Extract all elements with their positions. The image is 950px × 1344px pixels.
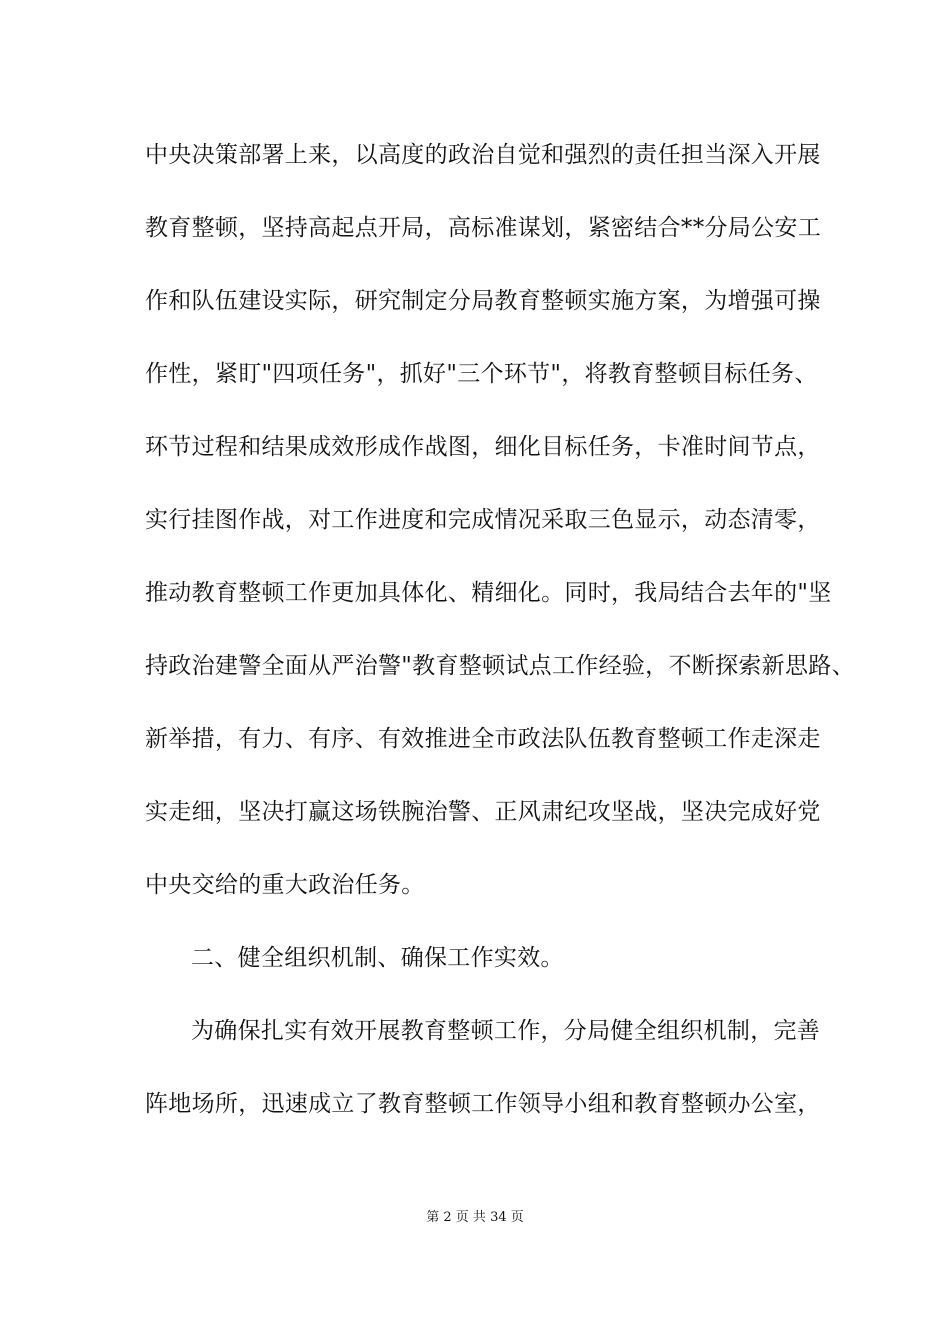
- body-line-3: 作和队伍建设实际，研究制定分局教育整顿实施方案，为增强可操: [145, 288, 821, 314]
- body-line-8: 持政治建警全面从严治警"教育整顿试点工作经验，不断探索新思路、: [145, 653, 855, 679]
- footer-current-page: 2: [443, 1210, 452, 1225]
- section-heading: 二、健全组织机制、确保工作实效。: [191, 945, 564, 971]
- body-line-10: 实走细，坚决打赢这场铁腕治警、正风肃纪攻坚战，坚决完成好党: [145, 799, 821, 825]
- body-line-1: 中央决策部署上来，以高度的政治自觉和强烈的责任担当深入开展: [145, 142, 821, 168]
- footer-prefix: 第: [426, 1210, 440, 1225]
- paragraph-line-1: 为确保扎实有效开展教育整顿工作，分局健全组织机制，完善: [191, 1018, 821, 1044]
- body-line-2: 教育整顿，坚持高起点开局，高标准谋划，紧密结合**分局公安工: [145, 215, 821, 241]
- footer-suffix: 页: [510, 1210, 524, 1225]
- body-line-6: 实行挂图作战，对工作进度和完成情况采取三色显示，动态清零，: [145, 507, 821, 533]
- body-line-5: 环节过程和结果成效形成作战图，细化目标任务，卡准时间节点，: [145, 434, 821, 460]
- footer-middle: 页 共: [455, 1210, 486, 1225]
- body-line-4: 作性，紧盯"四项任务"，抓好"三个环节"，将教育整顿目标任务、: [145, 361, 818, 387]
- body-line-11: 中央交给的重大政治任务。: [145, 872, 425, 898]
- footer-total-pages: 34: [490, 1210, 507, 1225]
- paragraph-line-2: 阵地场所，迅速成立了教育整顿工作领导小组和教育整顿办公室，: [145, 1091, 821, 1117]
- page-footer: [0, 1210, 950, 1226]
- body-line-7: 推动教育整顿工作更加具体化、精细化。同时，我局结合去年的"坚: [145, 580, 832, 606]
- body-line-9: 新举措，有力、有序、有效推进全市政法队伍教育整顿工作走深走: [145, 726, 821, 752]
